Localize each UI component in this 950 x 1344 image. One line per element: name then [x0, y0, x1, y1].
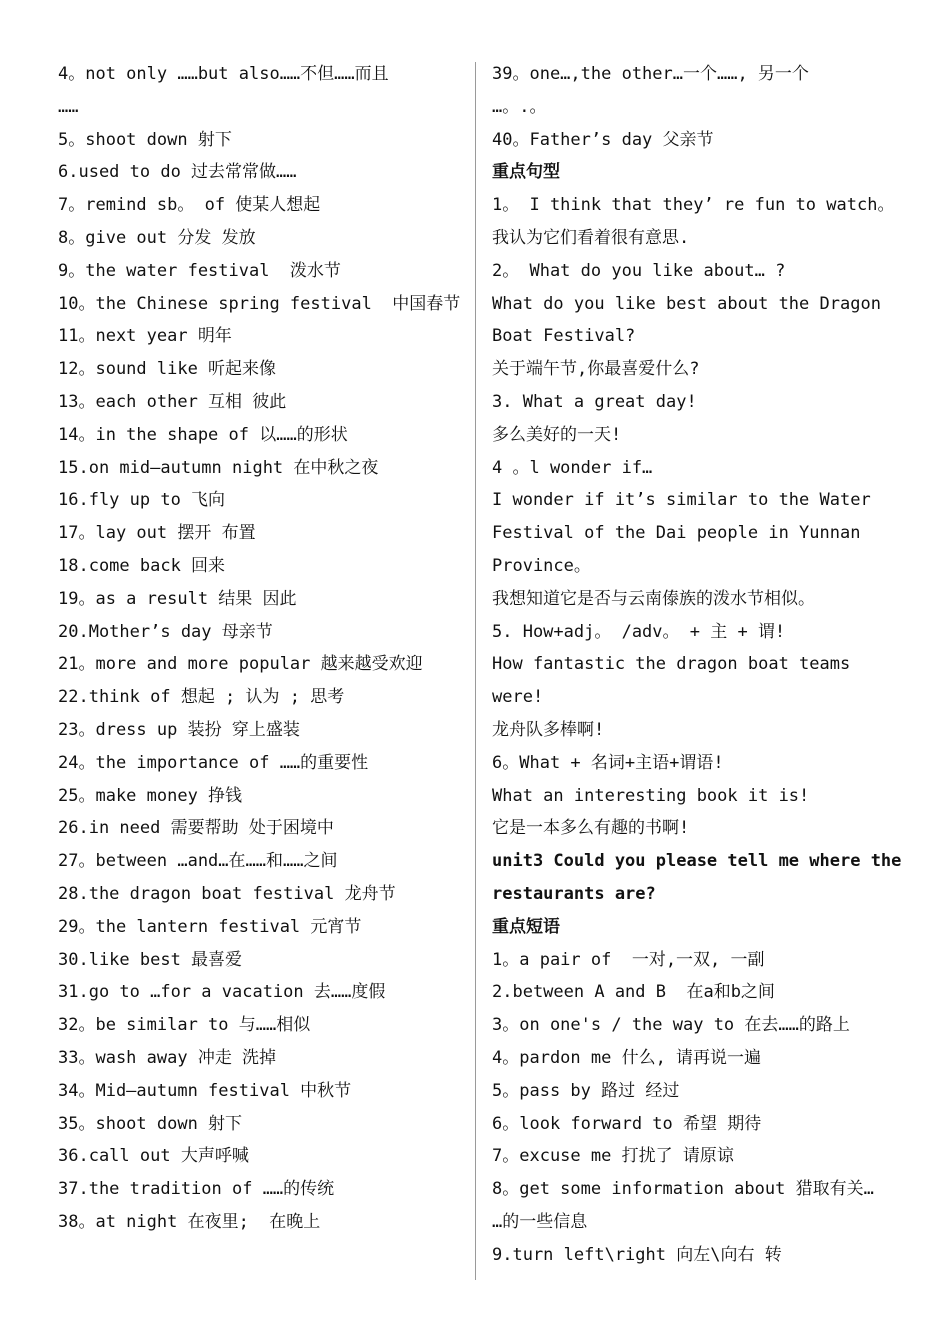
content-line: 3。on one's / the way to 在去……的路上: [492, 1015, 850, 1036]
content-line: 39。one…,the other…一个……, 另一个: [492, 64, 809, 84]
content-line: What an interesting book it is!: [492, 785, 810, 806]
vocab-line: 37.the tradition of ……的传统: [58, 1179, 335, 1200]
content-line: 2.between A and B 在a和b之间: [492, 982, 775, 1003]
vocab-line: 32。be similar to 与……相似: [58, 1015, 311, 1036]
vocab-line: ……: [58, 96, 79, 117]
content-line: 4。pardon me 什么, 请再说一遍: [492, 1047, 762, 1068]
vocab-line: 31.go to …for a vacation 去……度假: [58, 982, 386, 1003]
content-line: 龙舟队多棒啊!: [492, 719, 605, 740]
content-line: 1。a pair of 一对,一双, 一副: [492, 949, 765, 970]
vocab-line: 35。shoot down 射下: [58, 1113, 243, 1134]
vocab-line: 5。shoot down 射下: [58, 129, 232, 150]
content-line: How fantastic the dragon boat teams: [492, 654, 851, 675]
content-line: …。.。: [492, 96, 547, 117]
content-line: 5。pass by 路过 经过: [492, 1080, 680, 1101]
content-line: 1。 I think that they’ re fun to watch。: [492, 195, 895, 216]
vocab-line: 17。lay out 摆开 布置: [58, 523, 256, 544]
vocab-line: 4。not only ……but also……不但……而且: [58, 64, 389, 84]
vocab-line: 12。sound like 听起来像: [58, 359, 277, 380]
content-line: 关于端午节,你最喜爱什么?: [492, 359, 700, 380]
content-line: 6。What + 名词+主语+谓语!: [492, 752, 724, 773]
content-line: 它是一本多么有趣的书啊!: [492, 818, 690, 839]
vocab-line: 16.fly up to 飞向: [58, 490, 226, 511]
vocab-line: 34。Mid—autumn festival 中秋节: [58, 1080, 352, 1101]
vocab-line: 27。between …and…在……和……之间: [58, 851, 338, 872]
vocab-line: 14。in the shape of 以……的形状: [58, 424, 348, 445]
vocab-line: 30.like best 最喜爱: [58, 949, 243, 970]
vocab-line: 8。give out 分发 发放: [58, 227, 256, 248]
vocab-line: 28.the dragon boat festival 龙舟节: [58, 883, 396, 904]
vocab-line: 29。the lantern festival 元宵节: [58, 916, 362, 937]
content-line: 多么美好的一天!: [492, 424, 622, 445]
vocab-line: 33。wash away 冲走 洗掉: [58, 1047, 277, 1068]
content-line: 我认为它们看着很有意思.: [492, 227, 690, 248]
vocab-line: 13。each other 互相 彼此: [58, 391, 287, 412]
column-divider: [475, 62, 476, 1280]
section-heading: 重点短语: [492, 916, 560, 937]
vocab-line: 36.call out 大声呼喊: [58, 1146, 249, 1167]
content-line: Boat Festival?: [492, 326, 636, 347]
content-line: 7。excuse me 打扰了 请原谅: [492, 1146, 734, 1167]
content-line: 5. How+adj。 /adv。 + 主 + 谓!: [492, 621, 786, 642]
vocab-line: 22.think of 想起 ; 认为 ; 思考: [58, 687, 345, 708]
vocab-line: 11。next year 明年: [58, 326, 232, 347]
section-heading: unit3 Could you please tell me where the: [492, 851, 902, 872]
content-line: 3. What a great day!: [492, 391, 697, 412]
vocab-line: 18.come back 回来: [58, 555, 226, 576]
content-line: Province。: [492, 555, 591, 576]
vocab-line: 9。the water festival 泼水节: [58, 260, 341, 281]
vocab-line: 21。more and more popular 越来越受欢迎: [58, 654, 423, 675]
vocab-line: 10。the Chinese spring festival 中国春节: [58, 293, 461, 314]
right-column: [492, 58, 912, 1271]
content-line: 8。get some information about 猎取有关…: [492, 1179, 874, 1200]
vocab-line: 6.used to do 过去常常做……: [58, 162, 297, 183]
content-line: Festival of the Dai people in Yunnan: [492, 523, 861, 544]
section-heading: restaurants are?: [492, 883, 656, 904]
content-line: 2。 What do you like about… ?: [492, 260, 786, 281]
content-line: 我想知道它是否与云南傣族的泼水节相似。: [492, 588, 815, 609]
vocab-line: 38。at night 在夜里; 在晚上: [58, 1211, 321, 1232]
vocab-line: 15.on mid—autumn night 在中秋之夜: [58, 457, 379, 478]
vocab-line: 24。the importance of ……的重要性: [58, 752, 369, 773]
vocab-line: 25。make money 挣钱: [58, 785, 243, 806]
content-line: 6。look forward to 希望 期待: [492, 1113, 762, 1134]
content-line: I wonder if it’s similar to the Water: [492, 490, 871, 511]
content-line: were!: [492, 687, 544, 708]
content-line: 4 。l wonder if…: [492, 457, 653, 478]
vocab-line: 7。remind sb。 of 使某人想起: [58, 195, 321, 216]
content-line: 9.turn left\right 向左\向右 转: [492, 1244, 782, 1265]
left-column: [58, 58, 461, 1239]
vocab-line: 26.in need 需要帮助 处于困境中: [58, 818, 334, 839]
content-line: …的一些信息: [492, 1211, 588, 1232]
vocab-line: 19。as a result 结果 因此: [58, 588, 297, 609]
content-line: What do you like best about the Dragon: [492, 293, 881, 314]
section-heading: 重点句型: [492, 162, 560, 183]
content-line: 40。Father’s day 父亲节: [492, 129, 714, 150]
vocab-line: 20.Mother’s day 母亲节: [58, 621, 273, 642]
vocab-line: 23。dress up 装扮 穿上盛装: [58, 719, 300, 740]
